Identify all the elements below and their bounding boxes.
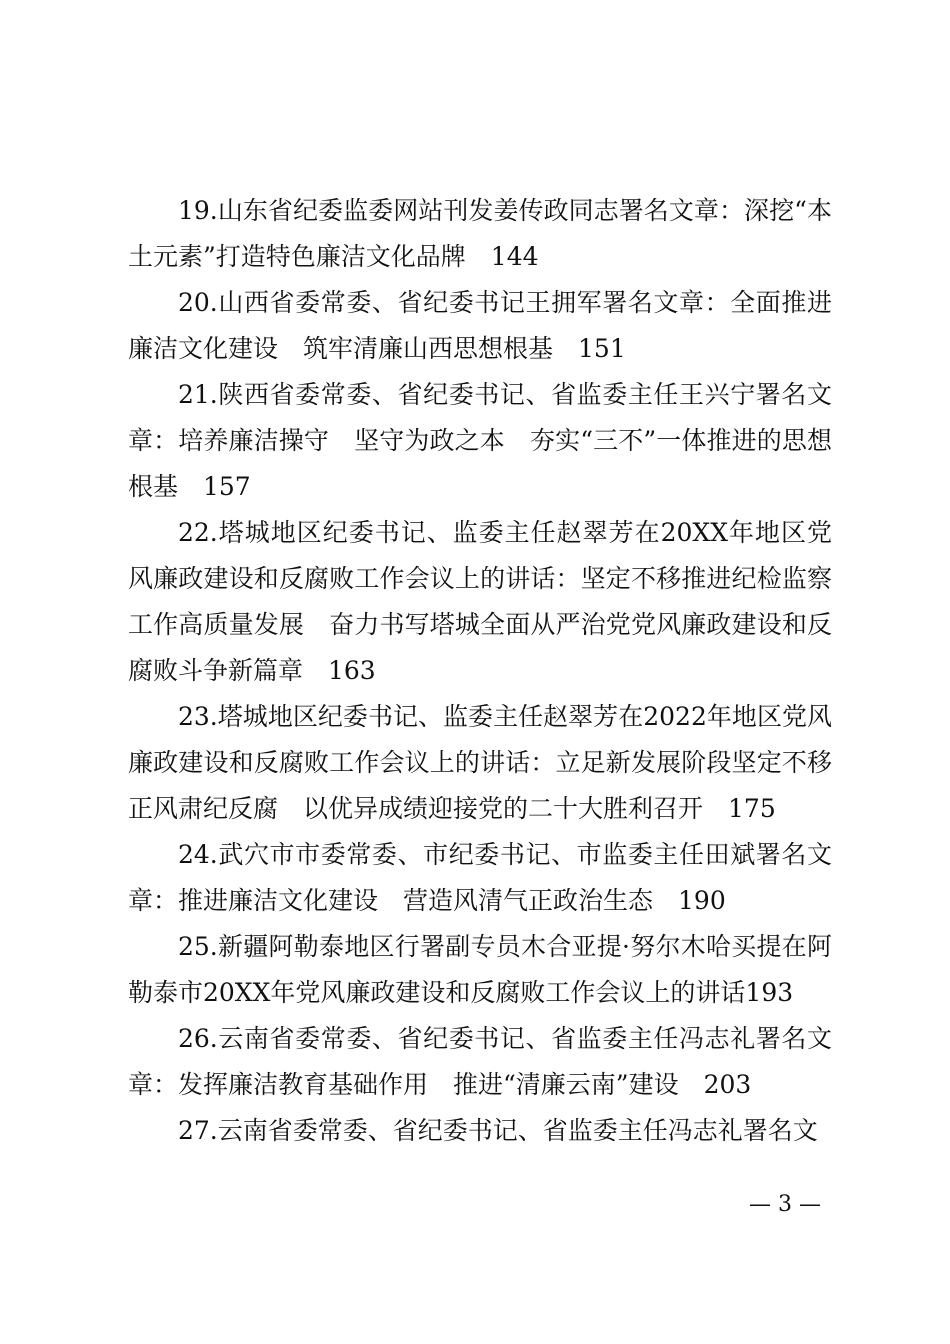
toc-entry-23: 23.塔城地区纪委书记、监委主任赵翠芳在2022年地区党风廉政建设和反腐败工作会议上的讲话：立足新发展阶段坚定不移正风肃纪反腐 以优异成绩迎接党的二十大胜利召开 175 [128, 702, 832, 823]
toc-entry-26: 26.云南省委常委、省纪委书记、省监委主任冯志礼署名文章：发挥廉洁教育基础作用 推进“清廉云南”建设 203 [128, 1024, 832, 1099]
toc-entry-20: 20.山西省委常委、省纪委书记王拥军署名文章：全面推进廉洁文化建设 筑牢清廉山西思想根基 151 [128, 288, 832, 363]
toc-entry-19: 19.山东省纪委监委网站刊发姜传政同志署名文章：深挖“本土元素”打造特色廉洁文化品牌 144 [128, 196, 832, 271]
toc-entry-22: 22.塔城地区纪委书记、监委主任赵翠芳在20XX年地区党风廉政建设和反腐败工作会议上的讲话：坚定不移推进纪检监察工作高质量发展 奋力书写塔城全面从严治党党风廉政建设和反腐败斗争新篇章 163 [128, 518, 832, 685]
page-number: — 3 — [749, 1192, 821, 1217]
toc-entry-27: 27.云南省委常委、省纪委书记、省监委主任冯志礼署名文 [178, 1116, 818, 1145]
toc-entry-21: 21.陕西省委常委、省纪委书记、省监委主任王兴宁署名文章：培养廉洁操守 坚守为政之本 夯实“三不”一体推进的思想根基 157 [128, 380, 832, 501]
document-body [128, 188, 832, 1154]
toc-entry-25: 25.新疆阿勒泰地区行署副专员木合亚提·努尔木哈买提在阿勒泰市20XX年党风廉政建设和反腐败工作会议上的讲话193 [128, 932, 832, 1007]
toc-entry-24: 24.武穴市市委常委、市纪委书记、市监委主任田斌署名文章：推进廉洁文化建设 营造风清气正政治生态 190 [128, 840, 832, 915]
